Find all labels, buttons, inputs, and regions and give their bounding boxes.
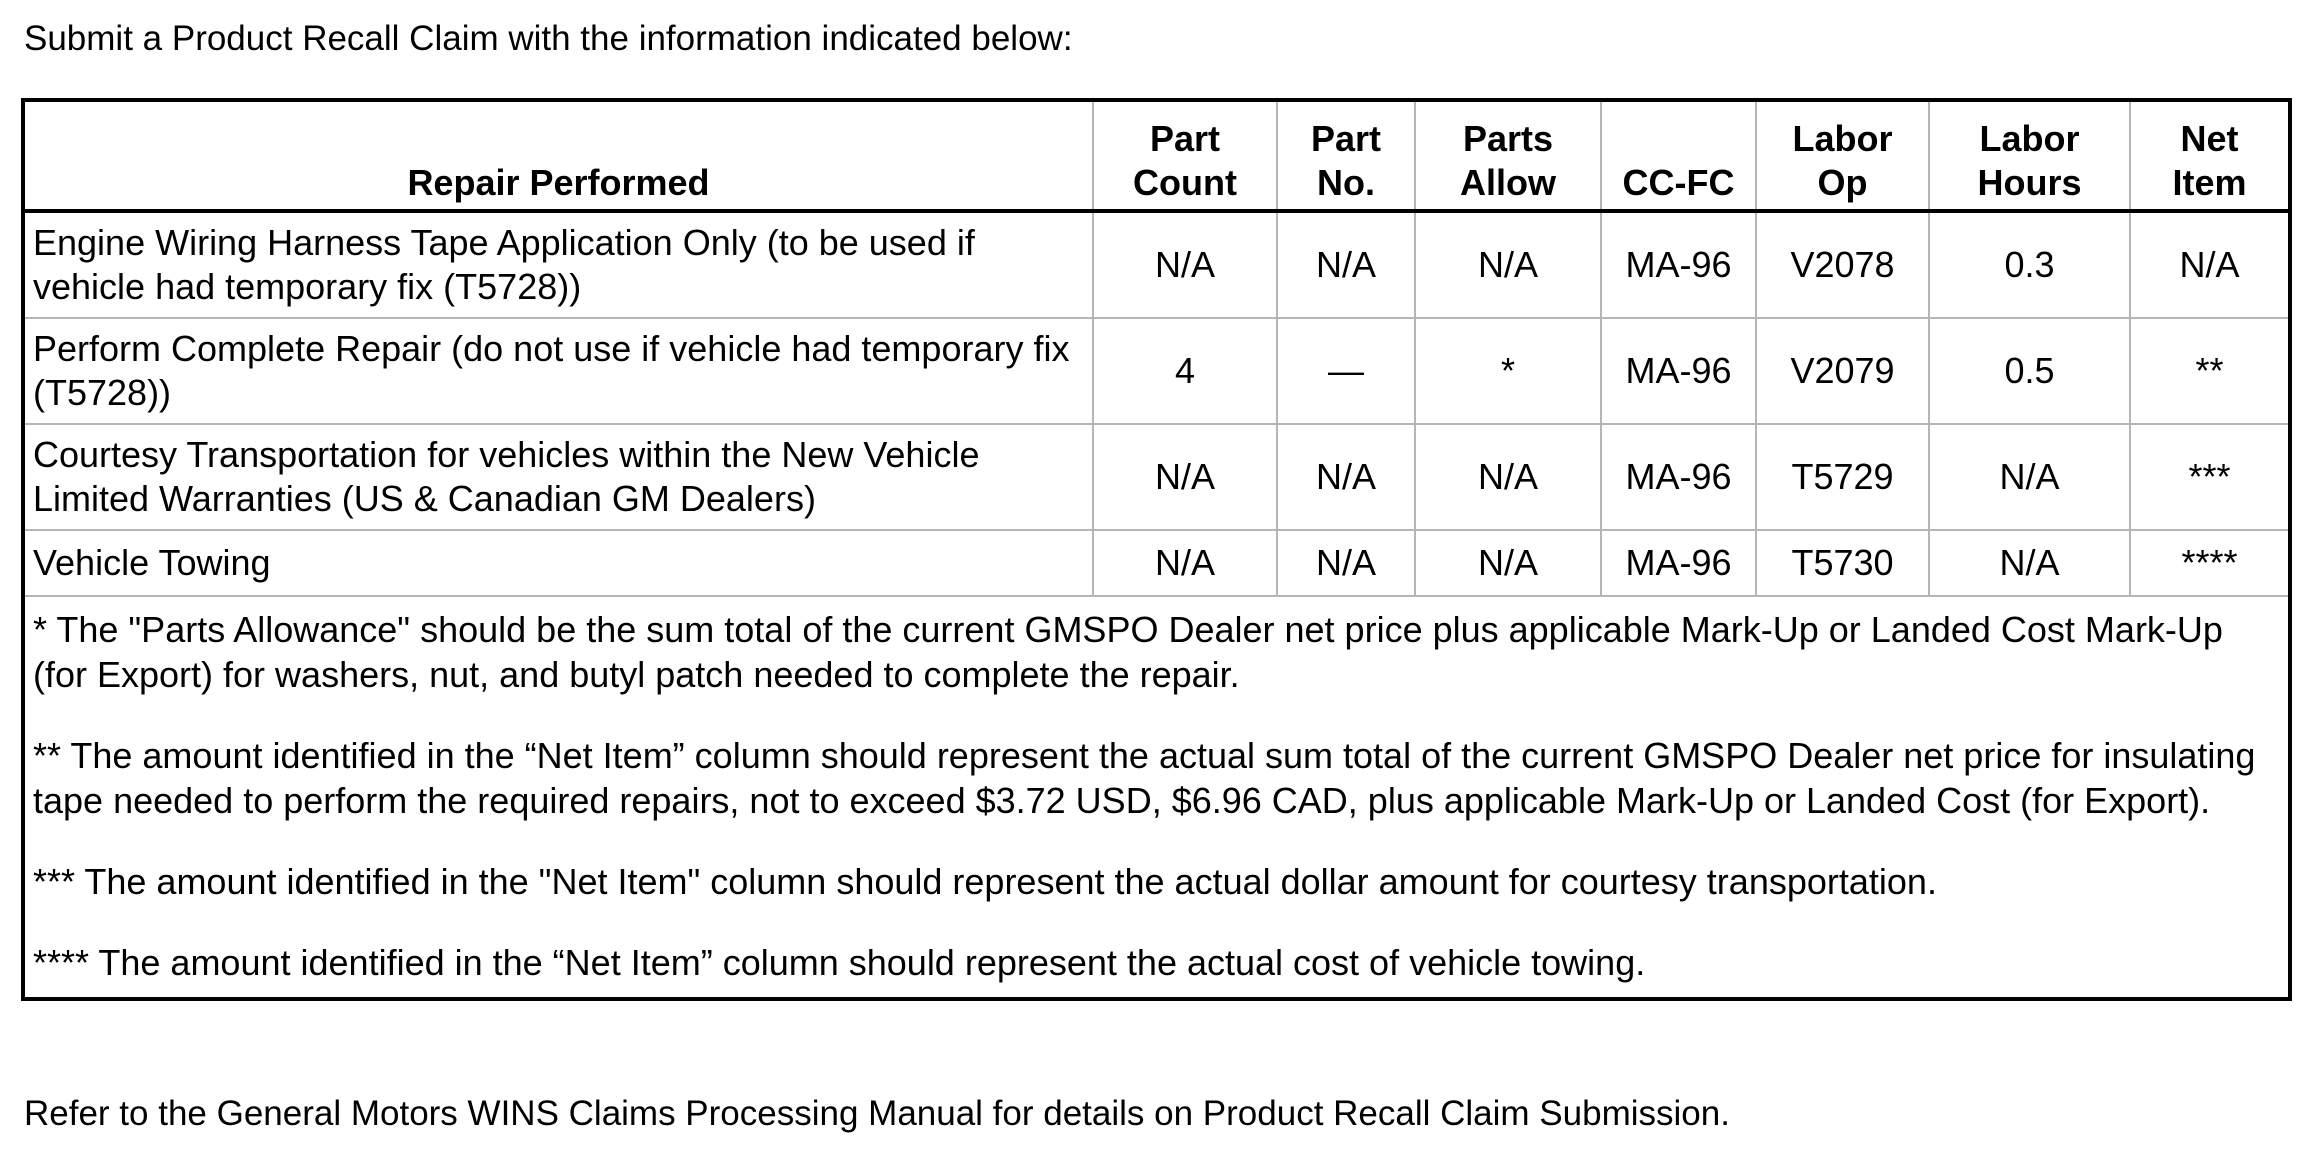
footnote-insulating-tape: ** The amount identified in the “Net Item” column should represent the actual sum total of the current GMSPO Dealer net price for insulating tape needed to perform the required repairs, not to exceed $3.72 USD, $6.96 CAD, plus applicable Mark-Up or Landed Cost (for Export). (33, 735, 2256, 821)
labor-hours-cell: 0.3 (1929, 211, 2130, 318)
header-parts-allow: Parts Allow (1415, 100, 1601, 211)
header-part-count: Part Count (1093, 100, 1277, 211)
cc-fc-cell: MA-96 (1601, 530, 1756, 596)
part-no-cell: N/A (1277, 211, 1415, 318)
labor-op-cell: V2079 (1756, 318, 1929, 424)
repair-cell: Perform Complete Repair (do not use if vehicle had temporary fix (T5728)) (23, 318, 1093, 424)
part-no-cell: — (1277, 318, 1415, 424)
part-count-cell: N/A (1093, 424, 1277, 530)
part-count-cell: N/A (1093, 530, 1277, 596)
labor-hours-cell: N/A (1929, 530, 2130, 596)
part-count-cell: N/A (1093, 211, 1277, 318)
parts-allow-cell: * (1415, 318, 1601, 424)
labor-op-cell: T5729 (1756, 424, 1929, 530)
net-item-cell: ** (2130, 318, 2290, 424)
net-item-cell: N/A (2130, 211, 2290, 318)
parts-allow-cell: N/A (1415, 530, 1601, 596)
header-labor-hours: Labor Hours (1929, 100, 2130, 211)
header-part-no: Part No. (1277, 100, 1415, 211)
net-item-cell: *** (2130, 424, 2290, 530)
footnote-courtesy-transportation: *** The amount identified in the "Net Item" column should represent the actual dollar amount for courtesy transportation. (33, 861, 1937, 902)
table-row (23, 424, 2290, 530)
parts-allow-cell: N/A (1415, 211, 1601, 318)
table-row (23, 318, 2290, 424)
footnotes-cell (23, 596, 2290, 999)
cc-fc-cell: MA-96 (1601, 318, 1756, 424)
header-labor-op: Labor Op (1756, 100, 1929, 211)
labor-op-cell: V2078 (1756, 211, 1929, 318)
header-net-item: Net Item (2130, 100, 2290, 211)
footnotes-row (23, 596, 2290, 999)
part-no-cell: N/A (1277, 424, 1415, 530)
cc-fc-cell: MA-96 (1601, 424, 1756, 530)
footnote-vehicle-towing: **** The amount identified in the “Net Item” column should represent the actual cost of vehicle towing. (33, 942, 1646, 983)
header-repair-performed: Repair Performed (23, 100, 1093, 211)
part-no-cell: N/A (1277, 530, 1415, 596)
recall-claim-table (21, 98, 2292, 1001)
table-row (23, 211, 2290, 318)
cc-fc-cell: MA-96 (1601, 211, 1756, 318)
table-header-row (23, 100, 2290, 211)
intro-text: Submit a Product Recall Claim with the information indicated below: (24, 19, 1073, 58)
repair-cell: Engine Wiring Harness Tape Application Only (to be used if vehicle had temporary fix (T5728)) (23, 211, 1093, 318)
labor-hours-cell: 0.5 (1929, 318, 2130, 424)
repair-cell: Courtesy Transportation for vehicles within the New Vehicle Limited Warranties (US & Canadian GM Dealers) (23, 424, 1093, 530)
labor-op-cell: T5730 (1756, 530, 1929, 596)
parts-allow-cell: N/A (1415, 424, 1601, 530)
labor-hours-cell: N/A (1929, 424, 2130, 530)
repair-cell: Vehicle Towing (23, 530, 1093, 596)
net-item-cell: **** (2130, 530, 2290, 596)
table-row (23, 530, 2290, 596)
header-cc-fc: CC-FC (1601, 100, 1756, 211)
footnote-parts-allowance: * The "Parts Allowance" should be the sum total of the current GMSPO Dealer net price plus applicable Mark-Up or Landed Cost Mark-Up (for Export) for washers, nut, and butyl patch needed to complete the repair. (33, 609, 2223, 695)
outro-text: Refer to the General Motors WINS Claims Processing Manual for details on Product Recall Claim Submission. (24, 1094, 1730, 1133)
part-count-cell: 4 (1093, 318, 1277, 424)
